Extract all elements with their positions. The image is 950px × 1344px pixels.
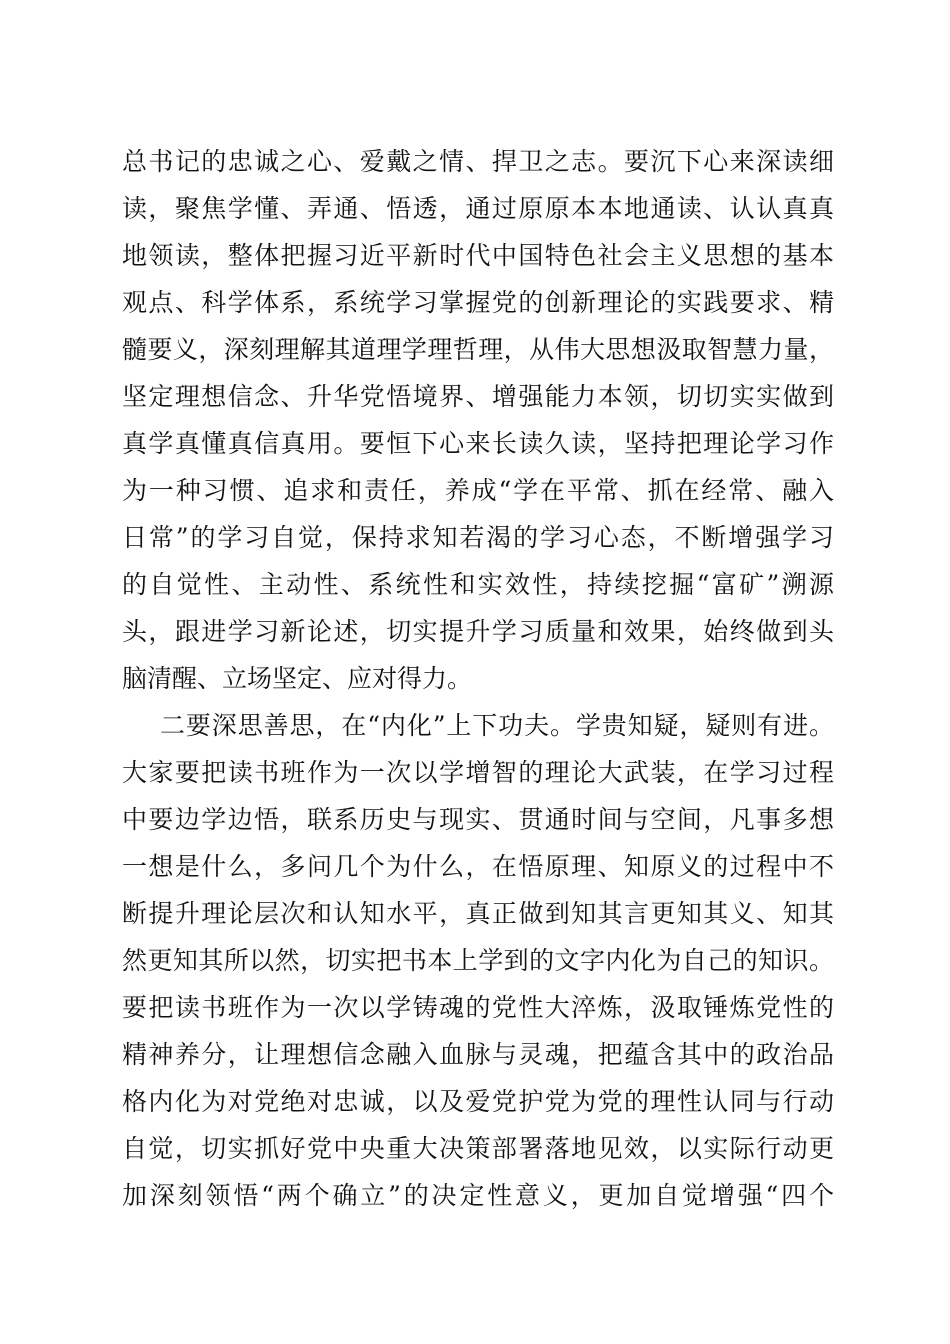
text-line: 然更知其所以然，切实把书本上学到的文字内化为自己的知识。 [122, 946, 834, 975]
text-line: 地领读，整体把握习近平新时代中国特色社会主义思想的基本 [122, 241, 834, 270]
text-line: 总书记的忠诚之心、爱戴之情、捍卫之志。要沉下心来深读细 [122, 147, 834, 176]
text-line: 髓要义，深刻理解其道理学理哲理，从伟大思想汲取智慧力量， [122, 335, 834, 364]
text-line: 真学真懂真信真用。要恒下心来长读久读，坚持把理论学习作 [122, 429, 834, 458]
text-line: 脑清醒、立场坚定、应对得力。 [122, 664, 473, 693]
text-line: 加深刻领悟“两个确立”的决定性意义，更加自觉增强“四个 [122, 1181, 834, 1210]
text-line: 精神养分，让理想信念融入血脉与灵魂，把蕴含其中的政治品 [122, 1040, 834, 1069]
text-line: 一想是什么，多问几个为什么，在悟原理、知原义的过程中不 [122, 852, 834, 881]
text-line: 头，跟进学习新论述，切实提升学习质量和效果，始终做到头 [122, 617, 834, 646]
text-line: 观点、科学体系，系统学习掌握党的创新理论的实践要求、精 [122, 288, 834, 317]
text-line: 自觉，切实抓好党中央重大决策部署落地见效，以实际行动更 [122, 1134, 834, 1163]
body-text [122, 138, 834, 1219]
text-line: 要把读书班作为一次以学铸魂的党性大淬炼，汲取锤炼党性的 [122, 993, 834, 1022]
text-line: 格内化为对党绝对忠诚，以及爱党护党为党的理性认同与行动 [122, 1087, 834, 1116]
text-line: 中要边学边悟，联系历史与现实、贯通时间与空间，凡事多想 [122, 805, 834, 834]
text-line: 断提升理论层次和认知水平，真正做到知其言更知其义、知其 [122, 899, 834, 928]
text-line: 的自觉性、主动性、系统性和实效性，持续挖掘“富矿”溯源 [122, 570, 834, 599]
paragraph-2 [122, 702, 834, 1219]
text-line: 日常”的学习自觉，保持求知若渴的学习心态，不断增强学习 [122, 523, 834, 552]
text-line: 为一种习惯、追求和责任，养成“学在平常、抓在经常、融入 [122, 476, 834, 505]
paragraph-heading-line: 二要深思善思，在“内化”上下功夫。学贵知疑，疑则有进。 [160, 711, 834, 740]
text-line: 大家要把读书班作为一次以学增智的理论大武装，在学习过程 [122, 758, 834, 787]
text-line: 读，聚焦学懂、弄通、悟透，通过原原本本地通读、认认真真 [122, 194, 834, 223]
paragraph-1 [122, 138, 834, 702]
text-line: 坚定理想信念、升华党悟境界、增强能力本领，切切实实做到 [122, 382, 834, 411]
